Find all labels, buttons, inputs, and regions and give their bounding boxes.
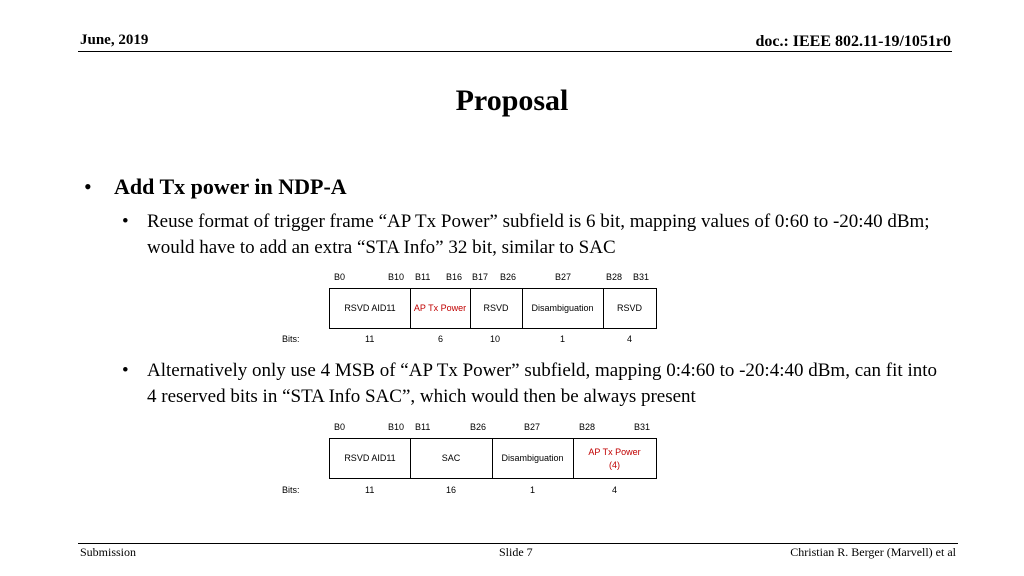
bit-position-label: B31	[633, 272, 650, 282]
bullet-dot: •	[122, 360, 129, 381]
field-bit-count: 11	[365, 485, 375, 495]
bit-position-label: B16	[446, 272, 463, 282]
bit-position-label: B0	[334, 272, 346, 282]
bit-position-label: B31	[634, 422, 651, 432]
sub-bullet-2-text: Alternatively only use 4 MSB of “AP Tx Power” subfield, mapping 0:4:60 to -20:4:40 dBm, can fit into 4 reserved bits in “STA Info SAC”, which would then be always present	[147, 360, 938, 407]
footer-left: Submission	[80, 545, 137, 559]
bit-position-label: B11	[415, 422, 431, 432]
field-disambiguation: Disambiguation	[492, 438, 574, 479]
bit-position-label: B26	[470, 422, 487, 432]
field-ap-tx-power-4: AP Tx Power (4)	[573, 438, 657, 479]
bit-position-label: B26	[500, 272, 517, 282]
bullet-dot: •	[84, 174, 92, 199]
bit-position-label: B27	[555, 272, 572, 282]
bit-position-label: B28	[606, 272, 623, 282]
field-bit-count: 1	[560, 334, 566, 344]
field-bit-count: 4	[627, 334, 633, 344]
bit-position-label: B10	[388, 272, 405, 282]
slide-title: Proposal	[455, 84, 569, 117]
field-rsvd-aid11: RSVD AID11	[329, 288, 411, 329]
field-rsvd: RSVD	[470, 288, 523, 329]
sub-bullet-1-text: Reuse format of trigger frame “AP Tx Power” subfield is 6 bit, mapping values of 0:60 to -20:40 dBm; would have to add an extra “STA Info” 32 bit, similar to SAC	[147, 211, 930, 258]
field-ap-tx-power: AP Tx Power	[410, 288, 471, 329]
bit-position-label: B17	[472, 272, 489, 282]
bit-position-label: B28	[579, 422, 596, 432]
bits-row-label: Bits:	[282, 334, 300, 344]
footer-rule	[78, 543, 958, 544]
header-doc-id: doc.: IEEE 802.11-19/1051r0	[755, 33, 951, 50]
slide-number: Slide 7	[499, 545, 533, 559]
header-rule	[78, 51, 952, 52]
bits-row-label: Bits:	[282, 485, 300, 495]
bit-position-label: B27	[524, 422, 541, 432]
field-bit-count: 6	[438, 334, 444, 344]
field-bit-count: 10	[490, 334, 501, 344]
bit-position-label: B11	[415, 272, 431, 282]
footer-author: Christian R. Berger (Marvell) et al	[790, 545, 956, 559]
field-bit-count: 16	[446, 485, 457, 495]
field-bit-count: 1	[530, 485, 536, 495]
field-rsvd-aid11: RSVD AID11	[329, 438, 411, 479]
field-rsvd: RSVD	[603, 288, 657, 329]
field-disambiguation: Disambiguation	[522, 288, 604, 329]
bullet-dot: •	[122, 211, 129, 232]
main-bullet-text: Add Tx power in NDP-A	[114, 174, 347, 199]
field-bit-count: 11	[365, 334, 375, 344]
field-bit-count: 4	[612, 485, 618, 495]
bit-position-label: B0	[334, 422, 346, 432]
field-sac: SAC	[410, 438, 493, 479]
header-date: June, 2019	[80, 32, 149, 48]
bit-position-label: B10	[388, 422, 405, 432]
